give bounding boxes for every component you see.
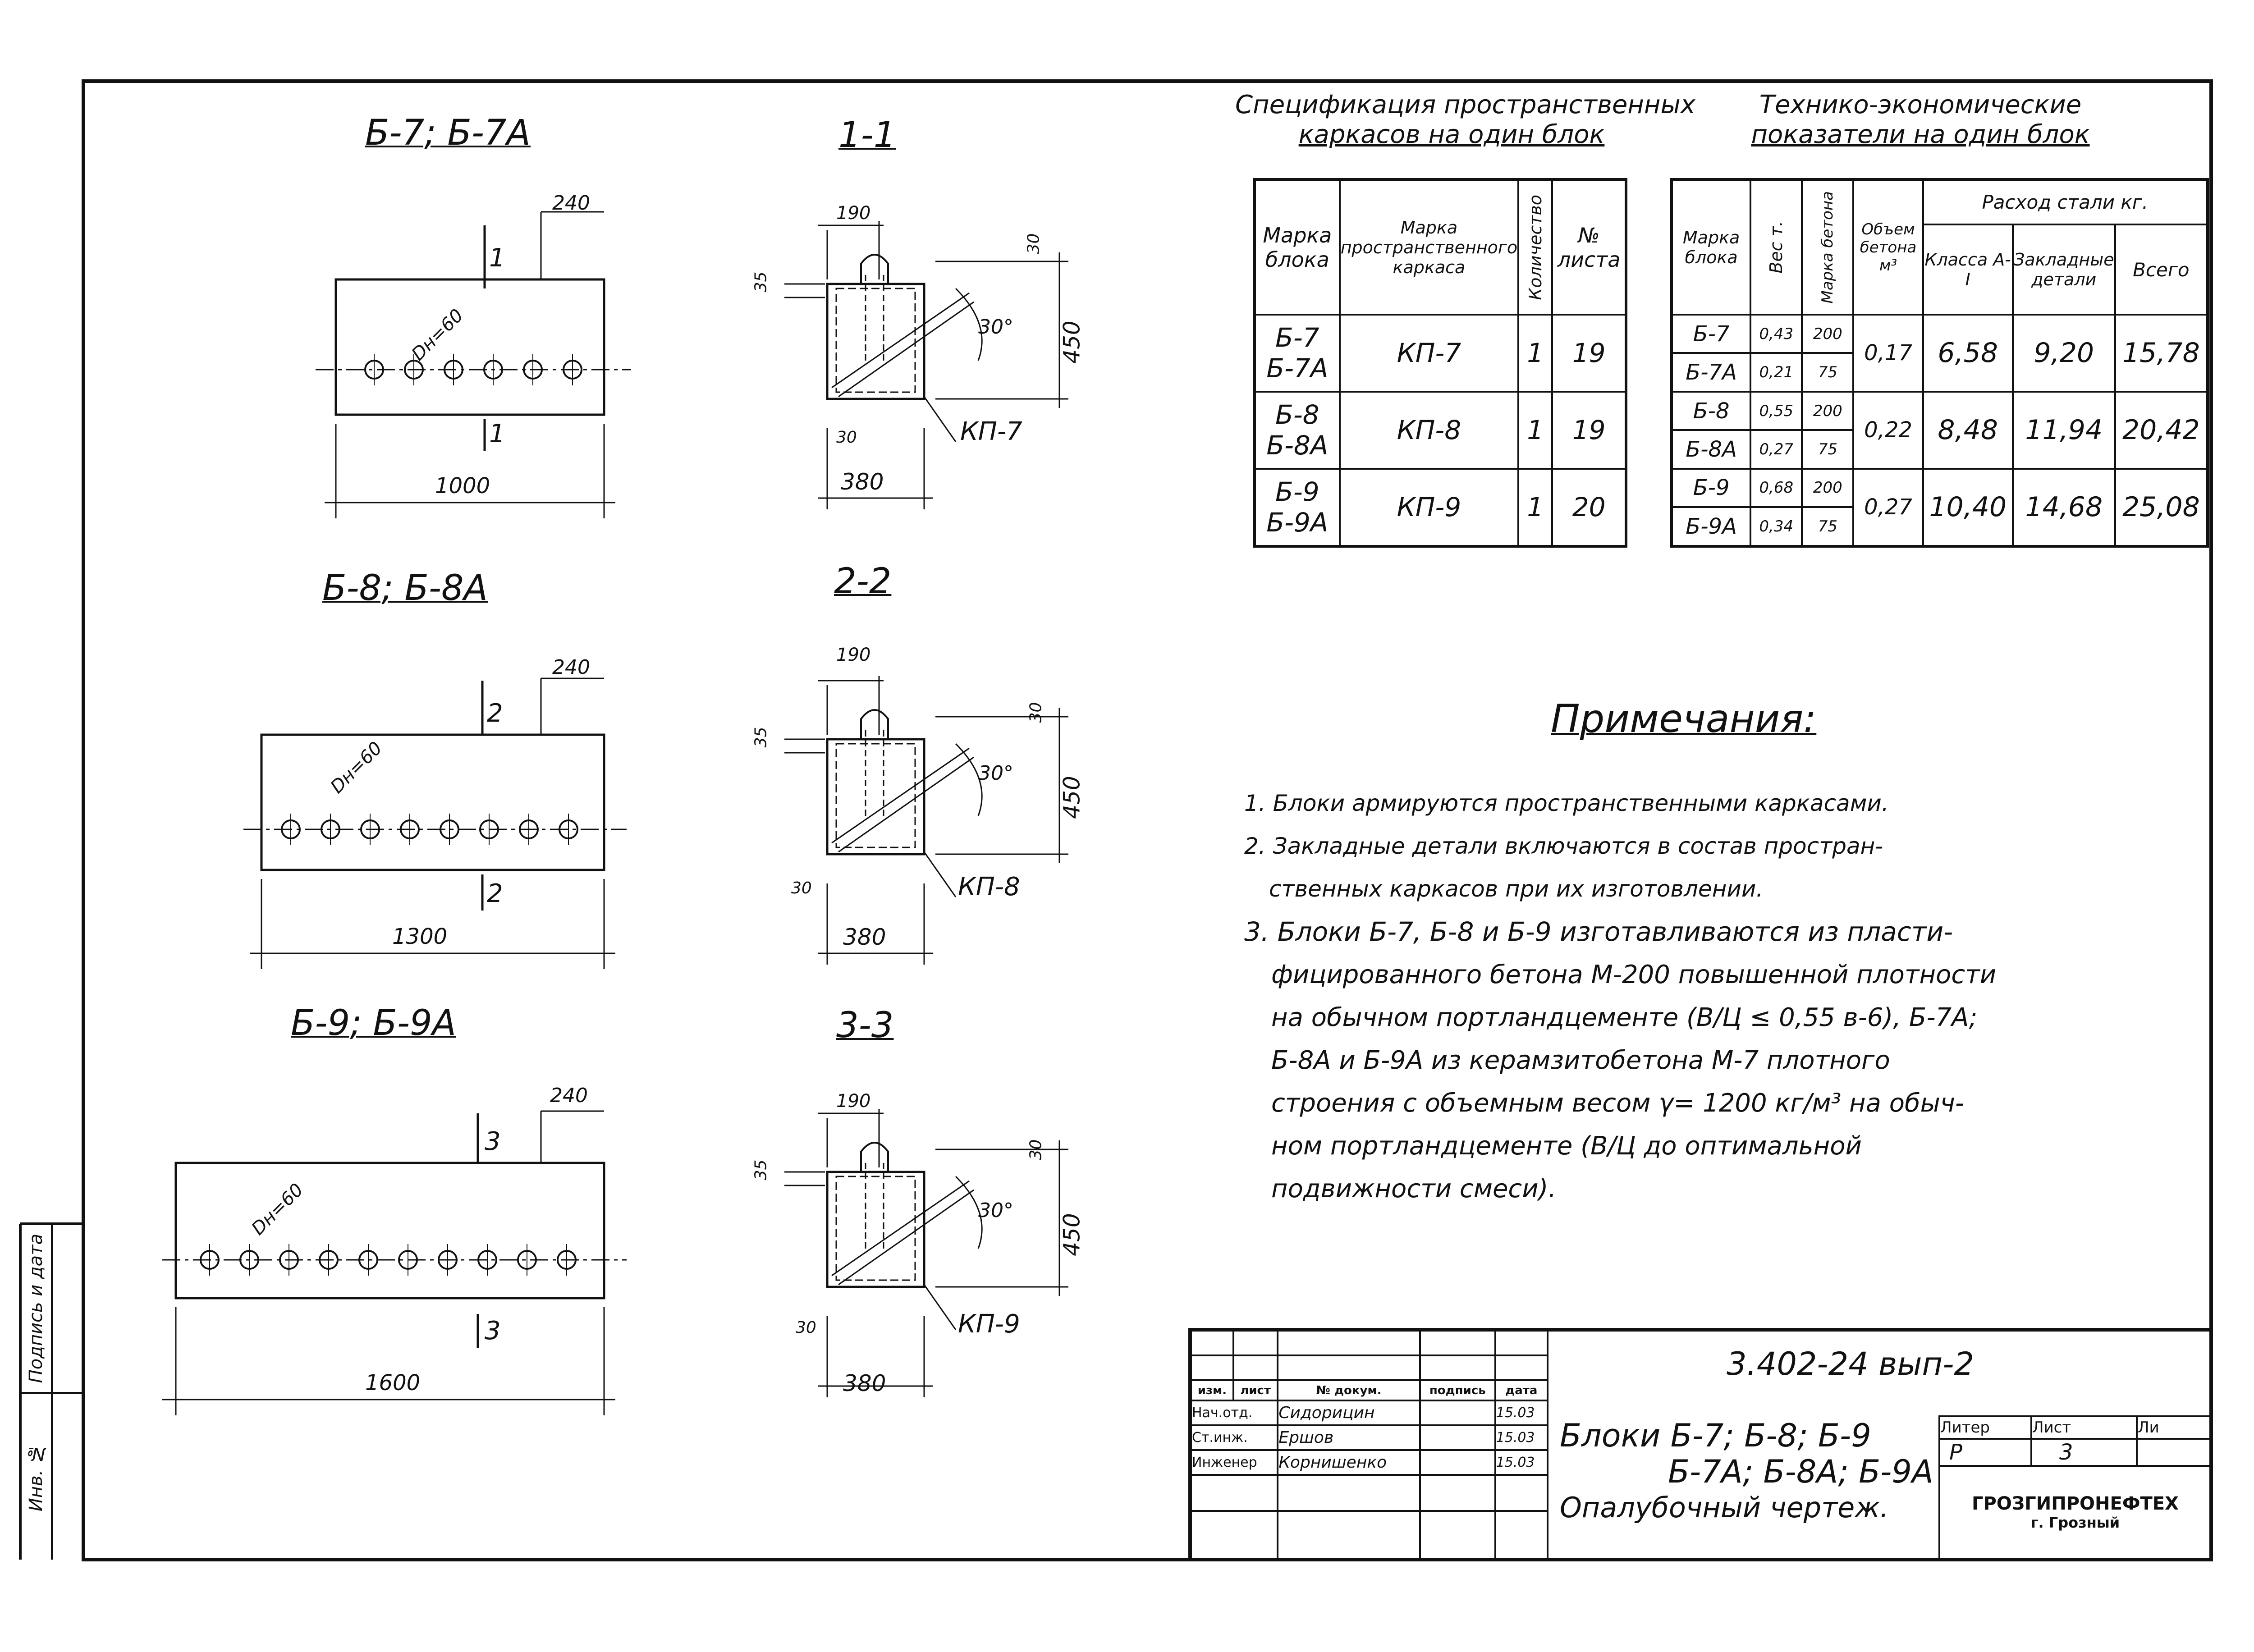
stamp-title-line: Блоки Б-7; Б-8; Б-9 bbox=[1560, 1417, 1871, 1454]
offset-label-1: 240 bbox=[552, 192, 590, 215]
side-inv-label: Инв. № bbox=[26, 1443, 46, 1512]
tech-table-caption bbox=[1704, 90, 2137, 150]
length-label-3: 1600 bbox=[365, 1370, 421, 1396]
d2-label-2: 30 bbox=[791, 879, 812, 897]
tech-caption-line-2: показатели на один блок bbox=[1751, 120, 2090, 149]
spec-sheet: 19 bbox=[1552, 392, 1626, 469]
angle-label-3: 30° bbox=[978, 1199, 1013, 1222]
spec-caption-line-2: каркасов на один блок bbox=[1298, 120, 1605, 149]
stamp-header: № докум. bbox=[1278, 1380, 1420, 1400]
angle-label-1: 30° bbox=[978, 316, 1013, 339]
stamp-role: Нач.отд. bbox=[1191, 1400, 1278, 1425]
spec-block: Б-9А bbox=[1266, 507, 1329, 538]
cut-mark-3-bottom: 3 bbox=[485, 1316, 501, 1345]
h-label-2: 450 bbox=[1058, 776, 1085, 819]
sheet-value: 3 bbox=[2031, 1439, 2137, 1466]
tech-total: 25,08 bbox=[2115, 469, 2208, 546]
spec-header-block: Марка блока bbox=[1255, 179, 1340, 315]
tech-class: 6,58 bbox=[1923, 315, 2013, 392]
stamp-date: 15.03 bbox=[1495, 1450, 1548, 1475]
doc-code: 3.402-24 вып-2 bbox=[1727, 1345, 1975, 1382]
spec-frame: КП-8 bbox=[1340, 392, 1518, 469]
stamp-name: Корнишенко bbox=[1278, 1450, 1420, 1475]
length-label-1: 1000 bbox=[435, 473, 490, 499]
stamp-person-row bbox=[1191, 1450, 1548, 1475]
side-sign-label: Подпись и дата bbox=[26, 1233, 46, 1383]
w-bottom-1: 380 bbox=[841, 469, 884, 495]
org-city: г. Грозный bbox=[2030, 1514, 2120, 1531]
w-bottom-2: 380 bbox=[843, 924, 886, 950]
cut-mark-1-bottom: 1 bbox=[489, 419, 505, 448]
stamp-date: 15.03 bbox=[1495, 1425, 1548, 1450]
offset-label-2: 240 bbox=[552, 656, 590, 679]
d3-label-1: 30 bbox=[1024, 233, 1043, 254]
length-label-2: 1300 bbox=[392, 924, 448, 949]
frame-label-3: КП-9 bbox=[958, 1309, 1020, 1339]
d2-label-3: 30 bbox=[796, 1318, 816, 1337]
spec-header-qty: Количество bbox=[1525, 194, 1545, 300]
diam-label-2: Dн=60 bbox=[326, 737, 386, 798]
tech-grade: 75 bbox=[1802, 430, 1853, 468]
tech-weight: 0,43 bbox=[1750, 315, 1802, 353]
note-line: Б-8А и Б-9А из керамзитобетона М-7 плотного bbox=[1271, 1046, 1890, 1075]
d1-label-3: 35 bbox=[751, 1159, 770, 1181]
d1-label-2: 35 bbox=[751, 727, 770, 748]
section-title-2: 2-2 bbox=[834, 561, 892, 602]
notes-title: Примечания: bbox=[1551, 696, 1817, 741]
spec-caption-line-1: Спецификация пространственных bbox=[1235, 90, 1695, 119]
stamp-header: лист bbox=[1233, 1380, 1278, 1400]
tech-grade: 200 bbox=[1802, 392, 1853, 430]
frame-label-1: КП-7 bbox=[960, 417, 1022, 446]
d2-label-1: 30 bbox=[836, 428, 857, 447]
spec-frame: КП-7 bbox=[1340, 315, 1518, 392]
stamp-header: дата bbox=[1495, 1380, 1548, 1400]
spec-block: Б-8А bbox=[1266, 430, 1329, 461]
d3-label-2: 30 bbox=[1026, 702, 1045, 723]
stamp-person-row bbox=[1191, 1425, 1548, 1450]
tech-block: Б-8 bbox=[1672, 392, 1750, 430]
sheet-label: Лист bbox=[2031, 1416, 2137, 1439]
cut-mark-3-top: 3 bbox=[485, 1127, 501, 1156]
w-bottom-3: 380 bbox=[843, 1370, 886, 1396]
spec-header-sheet: № листа bbox=[1552, 179, 1626, 315]
w-top-3: 190 bbox=[836, 1091, 871, 1112]
tech-caption-line-1: Технико-экономические bbox=[1759, 90, 2082, 119]
side-inv bbox=[20, 1397, 52, 1557]
tech-header-concrete: Марка бетона bbox=[1819, 191, 1837, 304]
tech-weight: 0,27 bbox=[1750, 430, 1802, 468]
tech-block: Б-7 bbox=[1672, 315, 1750, 353]
spec-block: Б-8 bbox=[1275, 399, 1319, 430]
tech-header-block: Марка блока bbox=[1672, 179, 1750, 315]
stamp-header: изм. bbox=[1191, 1380, 1233, 1400]
notes-list bbox=[1244, 782, 2168, 1210]
drawing-title-2: Б-8; Б-8А bbox=[322, 568, 488, 609]
diam-label-1: Dн=60 bbox=[408, 305, 467, 365]
tech-grade: 75 bbox=[1802, 507, 1853, 546]
tech-volume: 0,22 bbox=[1853, 392, 1923, 469]
tech-weight: 0,21 bbox=[1750, 353, 1802, 391]
spec-row bbox=[1255, 469, 1626, 546]
offset-label-3: 240 bbox=[550, 1084, 588, 1107]
cut-mark-1-top: 1 bbox=[489, 243, 505, 273]
tech-block: Б-9А bbox=[1672, 507, 1750, 546]
section-title-3: 3-3 bbox=[836, 1005, 894, 1046]
note-line: ственных каркасов при их изготовлении. bbox=[1269, 876, 1764, 902]
stamp-date: 15.03 bbox=[1495, 1400, 1548, 1425]
stamp-role: Инженер bbox=[1191, 1450, 1278, 1475]
section-title-1: 1-1 bbox=[838, 115, 896, 156]
tech-weight: 0,34 bbox=[1750, 507, 1802, 546]
note-line: ном портландцементе (В/Ц до оптимальной bbox=[1271, 1131, 1862, 1161]
stamp-person-row bbox=[1191, 1400, 1548, 1425]
spec-sheet: 19 bbox=[1552, 315, 1626, 392]
tech-class: 8,48 bbox=[1923, 392, 2013, 469]
tech-header-weight: Вес т. bbox=[1766, 221, 1787, 274]
spec-qty: 1 bbox=[1518, 392, 1552, 469]
diam-label-3: Dн=60 bbox=[247, 1179, 307, 1240]
tech-header-steel: Расход стали кг. bbox=[1923, 179, 2208, 224]
tech-header-embedded: Закладные детали bbox=[2013, 224, 2115, 315]
tech-row bbox=[1672, 315, 2208, 353]
cut-mark-2-bottom: 2 bbox=[487, 879, 503, 908]
tech-embedded: 9,20 bbox=[2013, 315, 2115, 392]
spec-sheet: 20 bbox=[1552, 469, 1626, 546]
sheets-label: Ли bbox=[2137, 1416, 2210, 1439]
w-top-2: 190 bbox=[836, 645, 871, 665]
tech-volume: 0,27 bbox=[1853, 469, 1923, 546]
h-label-3: 450 bbox=[1058, 1213, 1085, 1256]
spec-row bbox=[1255, 315, 1626, 392]
spec-table-caption bbox=[1235, 90, 1695, 150]
spec-block: Б-7А bbox=[1266, 353, 1329, 384]
w-top-1: 190 bbox=[836, 203, 871, 224]
tech-total: 15,78 bbox=[2115, 315, 2208, 392]
note-line: подвижности смеси). bbox=[1271, 1174, 1557, 1204]
tech-class: 10,40 bbox=[1923, 469, 2013, 546]
literal-label: Литер bbox=[1939, 1416, 2031, 1439]
spec-block: Б-9 bbox=[1275, 476, 1319, 508]
tech-block: Б-9 bbox=[1672, 469, 1750, 507]
tech-total: 20,42 bbox=[2115, 392, 2208, 469]
tech-grade: 200 bbox=[1802, 315, 1853, 353]
spec-frame: КП-9 bbox=[1340, 469, 1518, 546]
tech-header-volume: Объем бетона м³ bbox=[1853, 179, 1923, 315]
tech-weight: 0,68 bbox=[1750, 469, 1802, 507]
tech-header-class: Класса А-I bbox=[1923, 224, 2013, 315]
stamp-name: Сидорицин bbox=[1278, 1400, 1420, 1425]
stamp-role: Ст.инж. bbox=[1191, 1425, 1278, 1450]
stamp-header: подпись bbox=[1420, 1380, 1495, 1400]
drawing-title-3: Б-9; Б-9А bbox=[291, 1003, 456, 1043]
stamp-title bbox=[1560, 1418, 1933, 1526]
spec-row bbox=[1255, 392, 1626, 469]
tech-row bbox=[1672, 392, 2208, 430]
side-sign bbox=[20, 1226, 52, 1391]
stamp-signatures bbox=[1190, 1330, 1548, 1561]
d3-label-3: 30 bbox=[1026, 1139, 1045, 1160]
literal-value: Р bbox=[1939, 1439, 2031, 1466]
frame-label-2: КП-8 bbox=[958, 872, 1020, 902]
d1-label-1: 35 bbox=[751, 271, 770, 293]
note-line: 2. Закладные детали включаются в состав простран- bbox=[1244, 833, 1883, 859]
tech-grade: 200 bbox=[1802, 469, 1853, 507]
note-line: на обычном портландцементе (В/Ц ≤ 0,55 в-6), Б-7А; bbox=[1271, 1003, 1978, 1032]
tech-embedded: 14,68 bbox=[2013, 469, 2115, 546]
tech-block: Б-7А bbox=[1672, 353, 1750, 391]
tech-volume: 0,17 bbox=[1853, 315, 1923, 392]
tech-embedded: 11,94 bbox=[2013, 392, 2115, 469]
tech-block: Б-8А bbox=[1672, 430, 1750, 468]
angle-label-2: 30° bbox=[978, 762, 1013, 785]
stamp-title-line: Б-7А; Б-8А; Б-9А bbox=[1668, 1453, 1933, 1490]
h-label-1: 450 bbox=[1058, 320, 1085, 364]
spec-table bbox=[1253, 178, 1627, 548]
spec-qty: 1 bbox=[1518, 469, 1552, 546]
spec-qty: 1 bbox=[1518, 315, 1552, 392]
note-line: 3. Блоки Б-7, Б-8 и Б-9 изготавливаются из пласти- bbox=[1244, 916, 1953, 947]
stamp-right-block bbox=[1938, 1415, 2211, 1560]
spec-header-frame: Марка пространственного каркаса bbox=[1340, 179, 1518, 315]
tech-grade: 75 bbox=[1802, 353, 1853, 391]
cut-mark-2-top: 2 bbox=[487, 699, 503, 728]
tech-header-total: Всего bbox=[2115, 224, 2208, 315]
note-line: фицированного бетона М-200 повышенной плотности bbox=[1271, 960, 1997, 989]
stamp-title-line: Опалубочный чертеж. bbox=[1560, 1491, 1889, 1524]
tech-table bbox=[1670, 178, 2209, 548]
tech-row bbox=[1672, 469, 2208, 507]
tech-weight: 0,55 bbox=[1750, 392, 1802, 430]
note-line: строения с объемным весом γ= 1200 кг/м³ на обыч- bbox=[1271, 1089, 1965, 1118]
spec-block: Б-7 bbox=[1275, 322, 1319, 353]
note-line: 1. Блоки армируются пространственными каркасами. bbox=[1244, 790, 1889, 816]
stamp-name: Ершов bbox=[1278, 1425, 1420, 1450]
org-name: ГРОЗГИПРОНЕФТЕХ bbox=[1972, 1493, 2179, 1514]
drawing-title-1: Б-7; Б-7А bbox=[365, 113, 531, 153]
